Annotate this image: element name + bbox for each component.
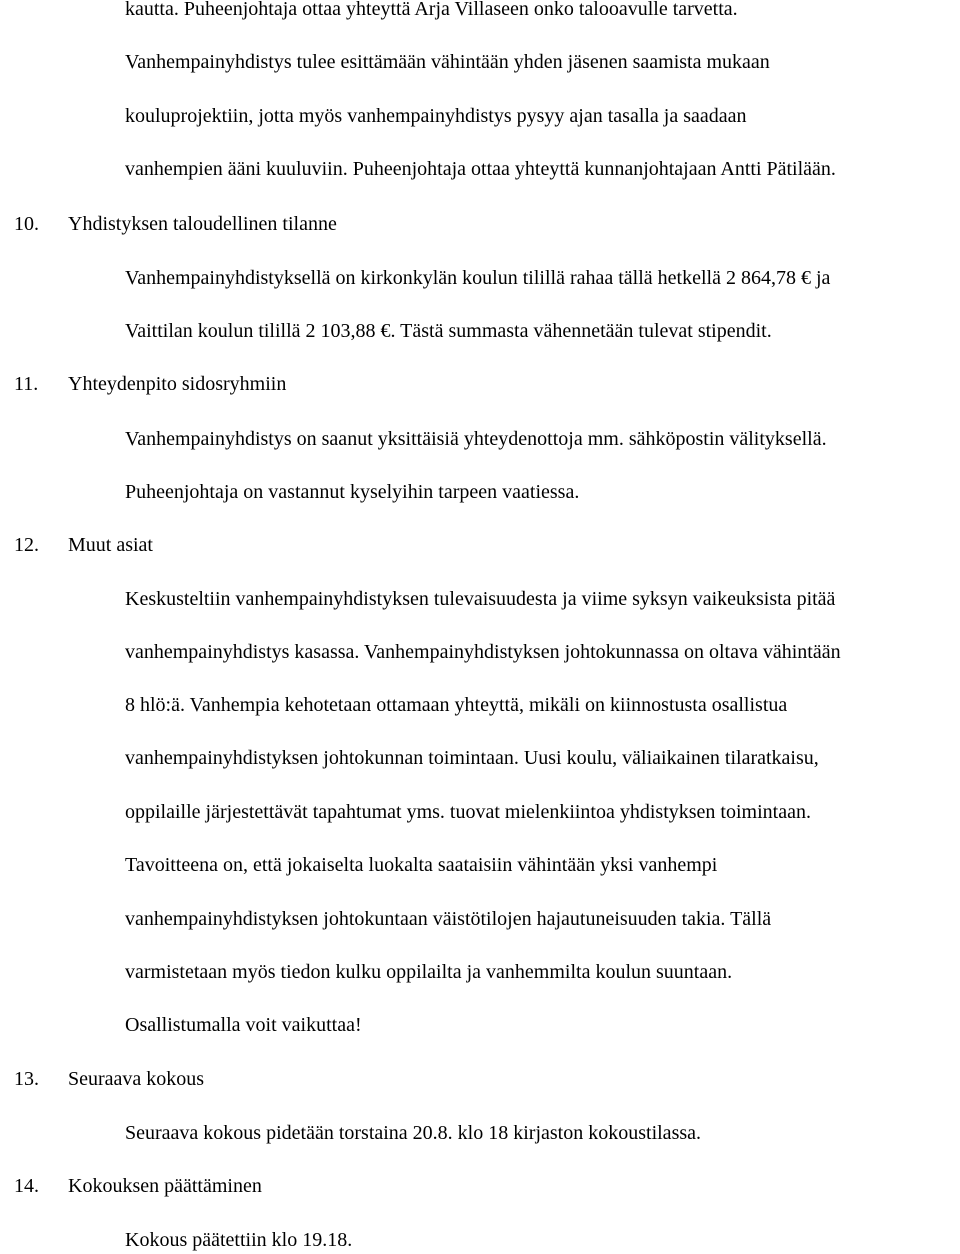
section-14-number: 14. [14, 1175, 39, 1197]
section-12-line: varmistetaan myös tiedon kulku oppilailta ja vanhemmilta koulun suuntaan. [125, 961, 733, 983]
section-10-line: Vanhempainyhdistyksellä on kirkonkylän koulun tilillä rahaa tällä hetkellä 2 864,78 € ja [125, 267, 831, 289]
intro-line: vanhempien ääni kuuluviin. Puheenjohtaja ottaa yhteyttä kunnanjohtajaan Antti Pätilään. [125, 158, 836, 180]
intro-line: Vanhempainyhdistys tulee esittämään vähintään yhden jäsenen saamista mukaan [125, 51, 770, 73]
section-12-line: Keskusteltiin vanhempainyhdistyksen tulevaisuudesta ja viime syksyn vaikeuksista pitää [125, 588, 836, 610]
section-10-line: Vaittilan koulun tilillä 2 103,88 €. Tästä summasta vähennetään tulevat stipendit. [125, 320, 772, 342]
section-11-title: Yhteydenpito sidosryhmiin [68, 373, 287, 395]
section-12-line: 8 hlö:ä. Vanhempia kehotetaan ottamaan yhteyttä, mikäli on kiinnostusta osallistua [125, 694, 788, 716]
section-10-number: 10. [14, 213, 39, 235]
section-12-number: 12. [14, 534, 39, 556]
section-13-title: Seuraava kokous [68, 1068, 205, 1090]
section-12-line: vanhempainyhdistyksen johtokunnan toimintaan. Uusi koulu, väliaikainen tilaratkaisu, [125, 747, 819, 769]
section-12-line: oppilaille järjestettävät tapahtumat yms. tuovat mielenkiintoa yhdistyksen toimintaan. [125, 801, 811, 823]
section-12-line: Tavoitteena on, että jokaiselta luokalta saataisiin vähintään yksi vanhempi [125, 854, 718, 876]
section-10-title: Yhdistyksen taloudellinen tilanne [68, 213, 337, 235]
section-12-title: Muut asiat [68, 534, 153, 556]
section-11-number: 11. [14, 373, 39, 395]
intro-line: kautta. Puheenjohtaja ottaa yhteyttä Arja Villaseen onko talooavulle tarvetta. [125, 0, 738, 20]
section-11-line: Puheenjohtaja on vastannut kyselyihin tarpeen vaatiessa. [125, 481, 580, 503]
section-12-line: vanhempainyhdistys kasassa. Vanhempainyhdistyksen johtokunnassa on oltava vähintään [125, 641, 841, 663]
section-14-line: Kokous päätettiin klo 19.18. [125, 1229, 353, 1251]
intro-line: kouluprojektiin, jotta myös vanhempainyhdistys pysyy ajan tasalla ja saadaan [125, 105, 747, 127]
section-13-number: 13. [14, 1068, 39, 1090]
section-11-line: Vanhempainyhdistys on saanut yksittäisiä yhteydenottoja mm. sähköpostin välityksellä. [125, 428, 827, 450]
section-13-line: Seuraava kokous pidetään torstaina 20.8. klo 18 kirjaston kokoustilassa. [125, 1122, 702, 1144]
section-14-title: Kokouksen päättäminen [68, 1175, 262, 1197]
section-12-line: Osallistumalla voit vaikuttaa! [125, 1014, 362, 1036]
section-12-line: vanhempainyhdistyksen johtokuntaan väistötilojen hajautuneisuuden takia. Tällä [125, 908, 772, 930]
